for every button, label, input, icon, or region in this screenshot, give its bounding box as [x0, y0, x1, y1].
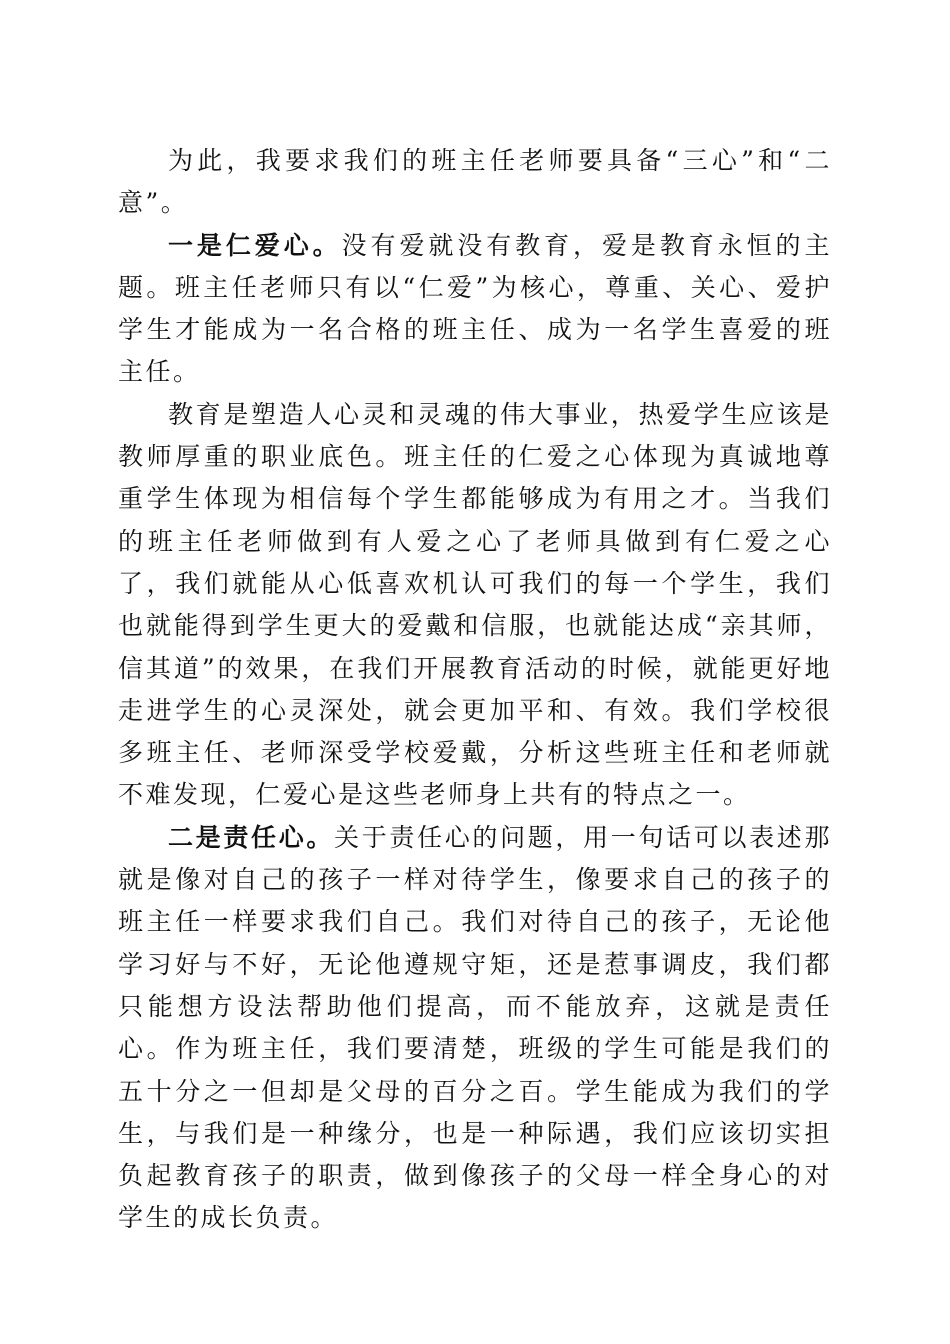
paragraph-renaixin-heading: 一是仁爱心。	[168, 230, 342, 260]
paragraph-zerenxin	[118, 817, 832, 1240]
paragraph-zerenxin-text: 关于责任心的问题，用一句话可以表述那就是像对自己的孩子一样对待学生，像要求自己的孩子的班主任一样要求我们自己。我们对待自己的孩子，无论他学习好与不好，无论他遵规守矩，还是惹事调皮，我们都只能想方设法帮助他们提高，而不能放弃，这就是责任心。作为班主任，我们要清楚，班级的学生可能是我们的五十分之一但却是父母的百分之百。学生能成为我们的学生，与我们是一种缘分，也是一种际遇，我们应该切实担负起教育孩子的职责，做到像孩子的父母一样全身心的对学生的成长负责。	[118, 822, 832, 1233]
paragraph-jiaoyu	[118, 394, 832, 817]
paragraph-intro	[118, 140, 832, 225]
paragraph-zerenxin-heading: 二是责任心。	[168, 822, 335, 852]
paragraph-intro-text: 为此，我要求我们的班主任老师要具备“三心”和“二意”。	[118, 146, 832, 218]
document-body	[118, 140, 832, 1240]
paragraph-renaixin-text: 没有爱就没有教育，爱是教育永恒的主题。班主任老师只有以“仁爱”为核心，尊重、关心、爱护学生才能成为一名合格的班主任、成为一名学生喜爱的班主任。	[118, 230, 832, 387]
paragraph-renaixin	[118, 225, 832, 394]
paragraph-jiaoyu-text: 教育是塑造人心灵和灵魂的伟大事业，热爱学生应该是教师厚重的职业底色。班主任的仁爱之心体现为真诚地尊重学生体现为相信每个学生都能够成为有用之才。当我们的班主任老师做到有人爱之心了老师具做到有仁爱之心了，我们就能从心低喜欢机认可我们的每一个学生，我们也就能得到学生更大的爱戴和信服，也就能达成“亲其师，信其道”的效果，在我们开展教育活动的时候，就能更好地走进学生的心灵深处，就会更加平和、有效。我们学校很多班主任、老师深受学校爱戴，分析这些班主任和老师就不难发现，仁爱心是这些老师身上共有的特点之一。	[118, 399, 832, 810]
